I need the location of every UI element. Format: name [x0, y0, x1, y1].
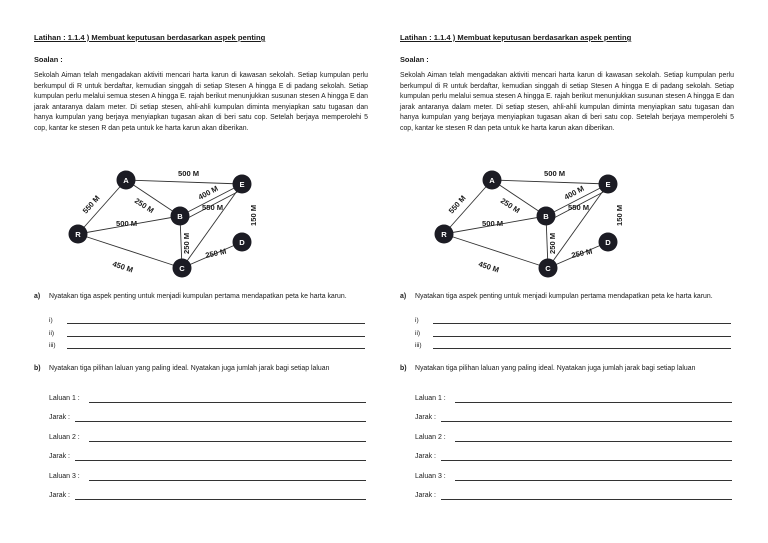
node-label-r: R — [441, 230, 447, 239]
edge-label-b-e-upper: 400 M — [196, 183, 220, 202]
jarak-1-label: Jarak : — [49, 414, 71, 421]
edge-label-e-c: 150 M — [249, 204, 258, 226]
edge-label-c-d: 250 M — [204, 246, 228, 260]
node-label-c: C — [545, 264, 551, 273]
worksheet-page-left — [34, 0, 380, 543]
laluan-2-label: Laluan 2 : — [415, 434, 446, 441]
question-a-text: Nyatakan tiga aspek penting untuk menjadi kumpulan pertama mendapatkan peta ke harta karun. — [415, 293, 713, 300]
edge-label-a-e: 500 M — [544, 169, 566, 178]
answer-line[interactable] — [89, 441, 366, 442]
answer-a-3-label: iii) — [415, 342, 422, 349]
node-label-r: R — [75, 230, 81, 239]
soalan-label: Soalan : — [400, 55, 429, 64]
worksheet-title: Latihan : 1.1.4 ) Membuat keputusan berdasarkan aspek penting — [400, 33, 632, 42]
answer-line[interactable] — [441, 421, 732, 422]
question-paragraph: Sekolah Aiman telah mengadakan aktiviti mencari harta karun di kawasan sekolah. Setiap kumpulan perlu berkumpul di R untuk berdaftar, kemudian singgah di setiap Stesen A hingga E di padang sekolah. Setiap kumpulan perlu melalui semua stesen A hingga E. rajah berikut menunjukkan susunan stesen A hingga E dan jarak antaranya dalam meter. Di setiap stesen, ahli-ahli kumpulan diminta menyiapkan satu tugasan dan hanya kumpulan yang berjaya menyiapkan tugasan akan di beri satu cop. Setelah berjaya memperolehi 5 cop, kantar ke stesen R dan peta untuk ke harta karun akan diberikan. — [34, 72, 368, 132]
laluan-3-label: Laluan 3 : — [415, 473, 446, 480]
edge-label-b-c: 250 M — [182, 232, 191, 254]
laluan-1-label: Laluan 1 : — [415, 395, 446, 402]
graph-nodes — [69, 171, 252, 278]
edge-label-b-e-lower: 550 M — [568, 203, 590, 212]
edge-label-r-c: 450 M — [111, 259, 135, 275]
question-b-text: Nyatakan tiga pilihan laluan yang paling ideal. Nyatakan juga jumlah jarak bagi setiap laluan — [415, 365, 696, 372]
edge-r-c — [78, 234, 182, 268]
laluan-3-label: Laluan 3 : — [49, 473, 80, 480]
edge-label-c-d: 250 M — [570, 246, 594, 260]
answer-line[interactable] — [75, 460, 366, 461]
edge-label-a-b: 250 M — [498, 196, 522, 216]
question-b-number: b) — [400, 365, 407, 372]
answer-line[interactable] — [441, 460, 732, 461]
answer-line[interactable] — [433, 323, 731, 324]
node-label-c: C — [179, 264, 185, 273]
answer-line[interactable] — [455, 441, 732, 442]
edge-r-c — [444, 234, 548, 268]
laluan-1-label: Laluan 1 : — [49, 395, 80, 402]
answer-a-2-label: ii) — [415, 330, 421, 337]
edge-a-e — [126, 180, 242, 184]
jarak-3-label: Jarak : — [49, 492, 71, 499]
question-b-text: Nyatakan tiga pilihan laluan yang paling ideal. Nyatakan juga jumlah jarak bagi setiap laluan — [49, 365, 330, 372]
jarak-2-label: Jarak : — [415, 453, 437, 460]
answer-line[interactable] — [67, 336, 365, 337]
answer-line[interactable] — [455, 402, 732, 403]
answer-line[interactable] — [67, 348, 365, 349]
worksheet-page-right — [400, 0, 746, 543]
jarak-2-label: Jarak : — [49, 453, 71, 460]
answer-line[interactable] — [75, 499, 366, 500]
station-graph — [400, 162, 660, 284]
node-label-b: B — [543, 212, 549, 221]
edge-label-b-e-upper: 400 M — [562, 183, 586, 202]
edge-label-a-b: 250 M — [132, 196, 156, 216]
answer-a-1-label: i) — [415, 317, 419, 324]
answer-a-2-label: ii) — [49, 330, 55, 337]
station-graph — [34, 162, 294, 284]
answer-line[interactable] — [441, 499, 732, 500]
node-label-d: D — [239, 238, 245, 247]
node-label-d: D — [605, 238, 611, 247]
edge-label-b-c: 250 M — [548, 232, 557, 254]
answer-line[interactable] — [433, 336, 731, 337]
answer-a-3-label: iii) — [49, 342, 56, 349]
edge-label-r-b: 500 M — [116, 219, 138, 228]
node-label-a: A — [123, 176, 129, 185]
answer-a-1-label: i) — [49, 317, 53, 324]
edge-label-e-c: 150 M — [615, 204, 624, 226]
edge-label-a-r: 550 M — [446, 193, 468, 216]
jarak-1-label: Jarak : — [415, 414, 437, 421]
graph-nodes — [435, 171, 618, 278]
soalan-label: Soalan : — [34, 55, 63, 64]
worksheet-title: Latihan : 1.1.4 ) Membuat keputusan berdasarkan aspek penting — [34, 33, 266, 42]
node-label-e: E — [605, 180, 611, 189]
laluan-2-label: Laluan 2 : — [49, 434, 80, 441]
node-label-b: B — [177, 212, 183, 221]
graph-edge-labels — [81, 169, 258, 274]
question-a-text: Nyatakan tiga aspek penting untuk menjadi kumpulan pertama mendapatkan peta ke harta karun. — [49, 293, 347, 300]
answer-line[interactable] — [75, 421, 366, 422]
question-b-number: b) — [34, 365, 41, 372]
edge-label-b-e-lower: 550 M — [202, 203, 224, 212]
answer-line[interactable] — [67, 323, 365, 324]
edge-label-a-r: 550 M — [80, 193, 102, 216]
edge-label-r-b: 500 M — [482, 219, 504, 228]
edge-a-e — [492, 180, 608, 184]
question-paragraph: Sekolah Aiman telah mengadakan aktiviti mencari harta karun di kawasan sekolah. Setiap kumpulan perlu berkumpul di R untuk berdaftar, kemudian singgah di setiap Stesen A hingga E di padang sekolah. Setiap kumpulan perlu melalui semua stesen A hingga E. rajah berikut menunjukkan susunan stesen A hingga E dan jarak antaranya dalam meter. Di setiap stesen, ahli-ahli kumpulan diminta menyiapkan satu tugasan dan hanya kumpulan yang berjaya menyiapkan tugasan akan di beri satu cop. Setelah berjaya memperolehi 5 cop, kantar ke stesen R dan peta untuk ke harta karun akan diberikan. — [400, 72, 734, 132]
edge-label-a-e: 500 M — [178, 169, 200, 178]
question-a-number: a) — [400, 293, 407, 300]
graph-edge-labels — [447, 169, 624, 274]
answer-line[interactable] — [89, 402, 366, 403]
answer-line[interactable] — [455, 480, 732, 481]
answer-line[interactable] — [433, 348, 731, 349]
question-a-number: a) — [34, 293, 41, 300]
jarak-3-label: Jarak : — [415, 492, 437, 499]
edge-label-r-c: 450 M — [477, 259, 501, 275]
node-label-e: E — [239, 180, 245, 189]
node-label-a: A — [489, 176, 495, 185]
answer-line[interactable] — [89, 480, 366, 481]
